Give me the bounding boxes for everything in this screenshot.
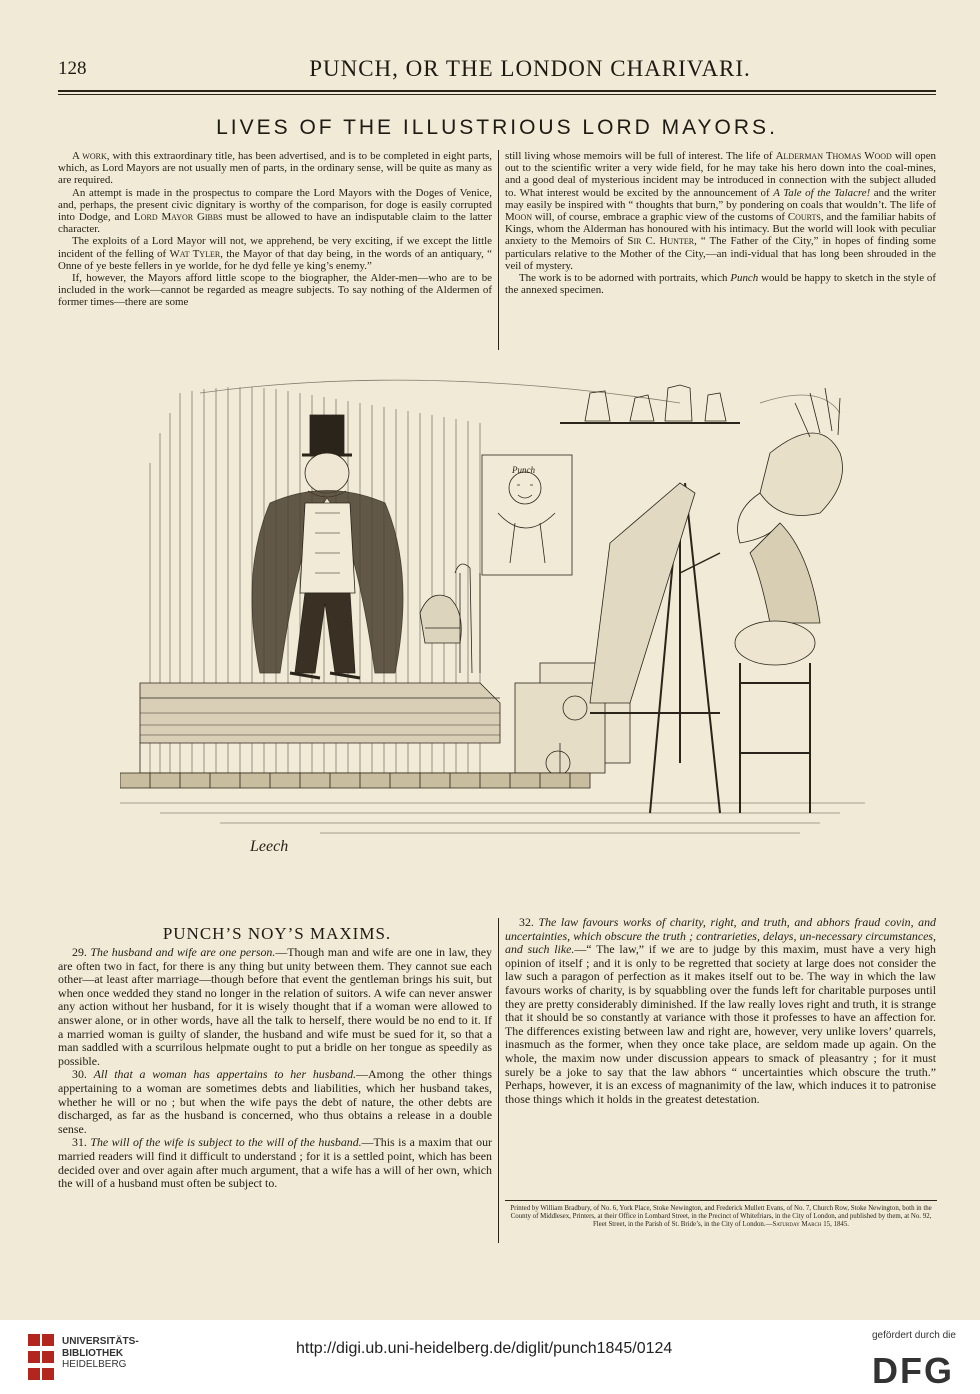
running-title: PUNCH, OR THE LONDON CHARIVARI.: [309, 56, 751, 81]
printer-imprint: Printed by William Bradbury, of No. 6, York Place, Stoke Newington, and Frederick Mullett Evans, of No. 7, Church Row, Stoke Newington, both in the County of Middlesex, Printers, at their Office in Lombard Street, in the Precinct of Whitefriars, in the City of London, and published by them, at No. 92, Fleet Street, in the Parish of St. Bride’s, in the City of London.—Saturday March 15, 1845.: [510, 1205, 932, 1228]
paragraph: still living whose memoirs will be full of interest. The life of Alderman Thomas Wood will open out to the scientific writer a very wide field, for he may take his hero down into the coal-mines, and a good deal of mysterious incident may be introduced in connection with the subject alluded to. What interest would be excited by the announcement of A Tale of the Talacre! and the writer may easily be inspired with “ thoughts that burn,” by pondering on coals that wouldn’t. The life of Moon will, of course, embrace a graphic view of the customs of Courts, and the familiar habits of Kings, whom the Alderman has honoured with his intimacy. But the world will look with peculiar anxiety to the Memoirs of Sir C. Hunter, “ The Father of the City,” in hopes of finding some particulars relative to the Mother of the City,—an indi-vidual that has long been shrouded in the veil of mystery.: [505, 150, 936, 272]
page-number: 128: [58, 58, 87, 79]
imprint-rule: [505, 1200, 937, 1201]
paragraph: 29. The husband and wife are one person.—Though man and wife are one in law, they are often two in fact, for there is any thing but unity between them. They cannot sue each other—at least after marriage—though before that event the gentleman brings his suit, but when once wedded they stand no longer in the relation of suitors. A wife can never answer any action without her husband, for it is wisely thought that if a woman were allowed to answer alone, or in other words, have all the talk to herself, there would be no end to it. If a married woman is guilty of slander, the husband and wife must be sued for it, so that a man saddled with a scurrilous helpmate ought to put a bridle on her tongue as speedily as possible.: [58, 945, 492, 1068]
paragraph: If, however, the Mayors afford little scope to the biographer, the Alder-men—who are to be included in the work—cannot be regarded as meagre subjects. To say nothing of the Aldermen of former times—there are some: [58, 272, 492, 309]
maxims-right-column: [505, 916, 936, 1106]
paragraph: A work, with this extraordinary title, has been advertised, and is to be completed in eight parts, which, as Lord Mayors are not usually men of parts, in the ordinary sense, will be quite as many as are required.: [58, 150, 492, 187]
permalink-url[interactable]: http://digi.ub.uni-heidelberg.de/diglit/punch1845/0124: [296, 1340, 673, 1357]
paragraph: 30. All that a woman has appertains to her husband.—Among the other things appertaining to a woman are sometimes debts and liabilities, which her husband takes, whether he will or no ; but when the wife pays the debt of nature, the other debts are discharged, as far as the husband is concerned, who thus obtains a release in a double sense.: [58, 1067, 492, 1136]
maxims-left-column: [58, 946, 492, 1191]
lord-mayor-figure: [252, 415, 403, 678]
lord-mayors-left-column: [58, 150, 492, 309]
paragraph: 32. The law favours works of charity, right, and truth, and abhors fraud covin, and uncertainties, which obscure the truth ; contrarieties, delays, un-necessary circumstances, and such like.—“ The law,” if we are to judge by this maxim, must have a very high opinion of itself ; and it is only to be regretted that society at large does not consider the law such a paragon of perfection as it makes itself out to be. The way in which the law favours works of charity, is by squabbling over the funds left for charitable purposes until they are pretty considerably diminished. If the law really loves right and truth, it is strange that it should be so constantly at variance with those it professes to have an affection for. The differences existing between law and right are, however, very unlike lovers’ quarrels, inasmuch as the former, when they once take place, are seldom made up again. On the whole, the maxim now under discussion appears to smack of pleasantry ; for it must surely be a joke to say that the law abhors “ uncertainties which obscure the truth.” Perhaps, however, it is an excess of magnanimity of the law, which induces it to patronise those things which it holds in the greatest detestation.: [505, 915, 936, 1106]
article-heading-lord-mayors: LIVES OF THE ILLUSTRIOUS LORD MAYORS.: [216, 116, 778, 139]
dfg-logo: DFG: [872, 1350, 954, 1391]
university-library-name: UNIVERSITÄTS- BIBLIOTHEK HEIDELBERG: [62, 1336, 139, 1370]
paragraph: The exploits of a Lord Mayor will not, we apprehend, be very exciting, if we except the little incident of the felling of Wat Tyler, the Mayor of that day being, in the words of an antiquary, “ Onne of ye beste fellers in ye worlde, for he dyd felle ye king’s enemy.”: [58, 235, 492, 272]
column-divider: [498, 918, 499, 1243]
viewer-footer: [0, 1320, 980, 1394]
cartoon-illustration: [120, 373, 865, 870]
lord-mayors-right-column: [505, 150, 936, 296]
column-divider: [498, 150, 499, 350]
floor-hatching: [120, 803, 865, 833]
artist-signature: Leech: [250, 838, 289, 855]
paragraph: The work is to be adorned with portraits, which Punch would be happy to sketch in the style of the annexed specimen.: [505, 272, 936, 297]
article-heading-maxims: PUNCH’S NOY’S MAXIMS.: [162, 924, 392, 943]
easel: [590, 483, 720, 813]
header-rule-thick: [58, 90, 936, 92]
funding-caption: gefördert durch die: [872, 1330, 956, 1341]
header-rule-thin: [58, 94, 936, 95]
easel-sketch-caption: Punch: [512, 465, 535, 475]
university-library-logo-icon: [28, 1334, 54, 1380]
punch-artist-figure: [680, 388, 843, 813]
paragraph: 31. The will of the wife is subject to the will of the husband.—This is a maxim that our married readers will find it difficult to understand ; for it is a settled point, which has been decided over and over again after much argument, that a wife has a will of her own, which the will of a husband must often be subject to.: [58, 1135, 492, 1191]
armour-helmet: [420, 595, 461, 643]
paragraph: An attempt is made in the prospectus to compare the Lord Mayors with the Doges of Venice, and, perhaps, the present civic dignitary is worthy of the comparison, for doge is easily corrupted into Dodge, and Lord Mayor Gibbs must be allowed to have an indisputable claim to the latter character.: [58, 186, 493, 236]
